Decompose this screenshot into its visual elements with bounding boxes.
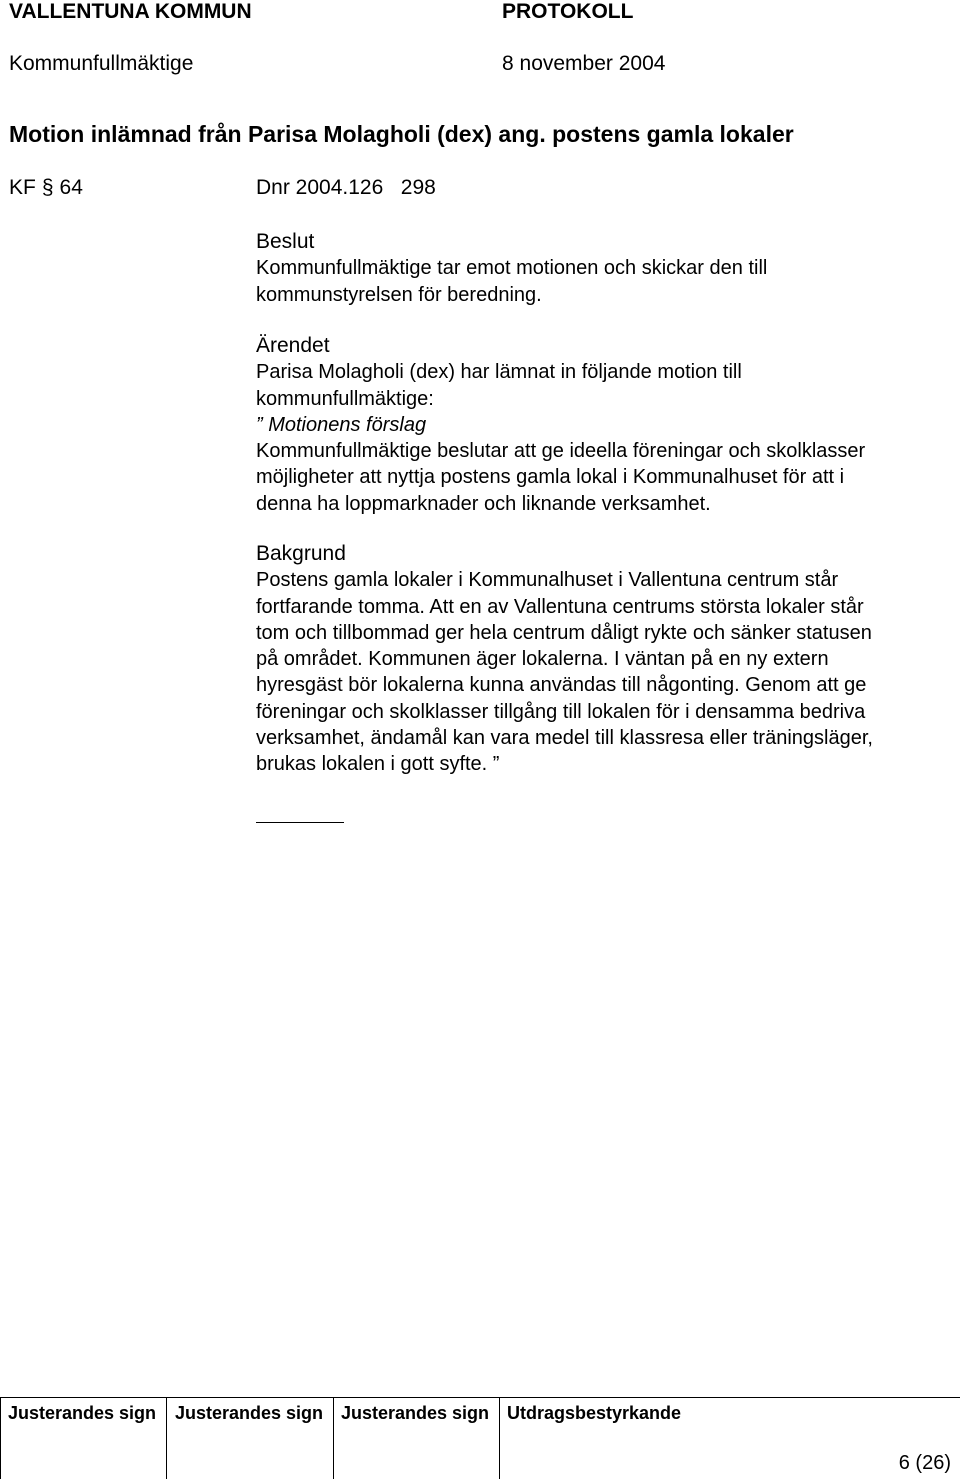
- organization-name: VALLENTUNA KOMMUN: [9, 0, 252, 23]
- meeting-date: 8 november 2004: [502, 52, 666, 75]
- bakgrund-line: på området. Kommunen äger lokalerna. I väntan på en ny extern: [256, 648, 829, 671]
- motion-proposal-heading: ” Motionens förslag: [256, 413, 427, 436]
- footer-certification-label: Utdragsbestyrkande: [507, 1403, 682, 1423]
- section-symbol: §: [41, 176, 54, 199]
- arendet-line: kommunfullmäktige:: [256, 387, 434, 410]
- bakgrund-line: brukas lokalen i gott syfte. ”: [256, 753, 500, 776]
- page-number: 6 (26): [898, 1452, 951, 1474]
- bakgrund-heading: Bakgrund: [256, 542, 346, 565]
- beslut-section: [256, 229, 956, 308]
- motion-line: Kommunfullmäktige beslutar att ge ideella föreningar och skolklasser: [256, 440, 866, 463]
- issuing-body: Kommunfullmäktige: [9, 52, 194, 75]
- signature-line: [256, 822, 344, 823]
- kf-prefix: KF: [9, 176, 36, 199]
- beslut-line: kommunstyrelsen för beredning.: [256, 283, 542, 306]
- arendet-line: Parisa Molagholi (dex) har lämnat in följande motion till: [256, 361, 742, 384]
- kf-number: 64: [59, 176, 83, 199]
- footer-column-divider: [166, 1397, 167, 1479]
- dnr-reference: Dnr 2004.126 298: [256, 176, 436, 199]
- motion-line: möjligheter att nyttja postens gamla lokal i Kommunalhuset för att i: [256, 466, 845, 489]
- bakgrund-section: [256, 541, 956, 778]
- motion-line: denna ha loppmarknader och liknande verksamhet.: [256, 492, 711, 515]
- footer-sign-label: Justerandes sign: [8, 1403, 157, 1423]
- beslut-heading: Beslut: [256, 230, 315, 253]
- document-type: PROTOKOLL: [502, 0, 634, 23]
- arendet-section: [256, 333, 956, 517]
- kf-reference: [9, 176, 83, 200]
- footer-column-divider: [499, 1397, 500, 1479]
- beslut-line: Kommunfullmäktige tar emot motionen och skickar den till: [256, 257, 768, 280]
- bakgrund-line: tom och tillbommad ger hela centrum dåligt rykte och sänker statusen: [256, 621, 872, 644]
- footer-column-divider: [0, 1397, 1, 1479]
- footer-sign-label: Justerandes sign: [175, 1403, 324, 1423]
- motion-title: Motion inlämnad från Parisa Molagholi (dex) ang. postens gamla lokaler: [9, 121, 794, 147]
- bakgrund-line: Postens gamla lokaler i Kommunalhuset i Vallentuna centrum står: [256, 569, 839, 592]
- bakgrund-line: föreningar och skolklasser tillgång till lokalen för i densamma bedriva: [256, 700, 866, 723]
- footer-column-divider: [333, 1397, 334, 1479]
- footer-rule: [0, 1397, 960, 1398]
- bakgrund-line: fortfarande tomma. Att en av Vallentuna centrums största lokaler står: [256, 595, 864, 618]
- footer-sign-label: Justerandes sign: [341, 1403, 490, 1423]
- bakgrund-line: verksamhet, ändamål kan vara medel till klassresa eller träningsläger,: [256, 727, 873, 750]
- bakgrund-line: hyresgäst bör lokalerna kunna användas till någonting. Genom att ge: [256, 674, 867, 697]
- arendet-heading: Ärendet: [256, 334, 330, 357]
